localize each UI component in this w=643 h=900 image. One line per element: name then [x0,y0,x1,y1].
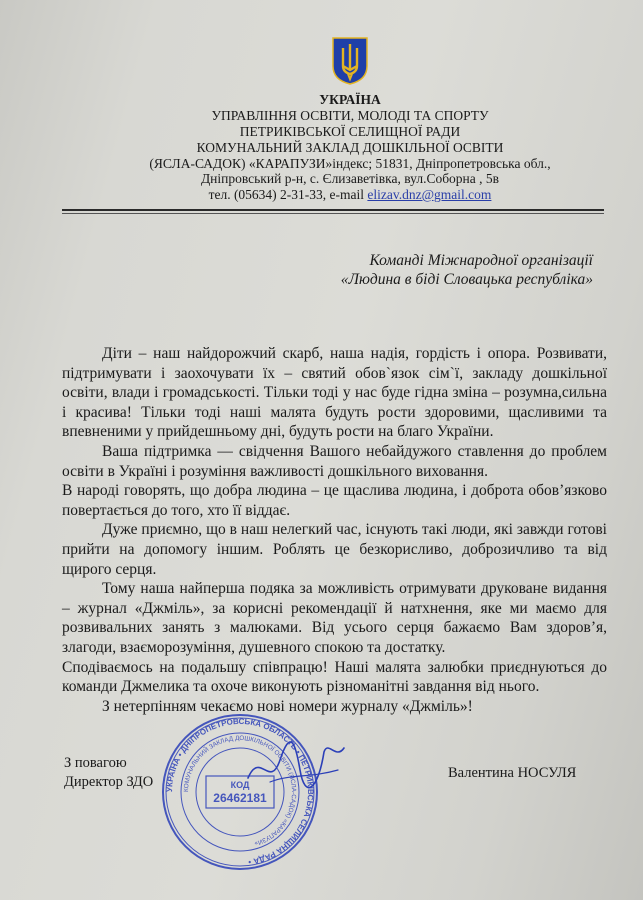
body-paragraph: Сподіваємось на подальшу співпрацю! Наші малята залюбки приєднуються до команди Джмелика та охоче виконують різноманітні завдання від нього. [62,658,607,696]
signer-title: Директор ЗДО [64,774,154,790]
letterhead-council: ПЕТРИКІВСЬКОЇ СЕЛИЩНОЇ РАДИ [239,124,461,139]
letterhead-department: УПРАВЛІННЯ ОСВІТИ, МОЛОДІ ТА СПОРТУ [211,108,489,123]
body-paragraph: Ваша підтримка — свідчення Вашого небайдужого ставлення до проблем освіти в Україні і розуміння важливості дошкільного виховання. [62,442,607,480]
body-paragraph: В народі говорять, що добра людина – це щаслива людина, і доброта обов’язково повертається до того, хто її віддає. [62,482,607,519]
letterhead-address-2: Дніпровський р-н, с. Єлизаветівка, вул.Соборна , 5в [200,171,500,186]
handwritten-signature [240,730,350,800]
body-paragraph: З нетерпінням чекаємо нові номери журналу «Джміль»! [102,697,473,715]
closing-text: З повагою [64,755,127,771]
signer-name: Валентина НОСУЛЯ [448,765,577,781]
letter-body [62,344,607,716]
email-link[interactable]: elizav.dnz@gmail.com [367,187,492,202]
letterhead-address-1: (ЯСЛА-САДОК) «КАРАПУЗИ»індекс; 51831, Дніпропетровська обл., [149,156,551,171]
header-divider-thin [62,213,604,214]
stamp-code-label: КОД [230,780,250,790]
stamp-outer-text: УКРАЇНА • ДНІПРОПЕТРОВСЬКА ОБЛАСТЬ • ПЕТРИКІВСЬКА СЕЛИЩНА РАДА • [164,716,316,867]
letterhead-contacts [140,187,560,203]
recipient-line-1: Команді Міжнародної організації [369,252,593,269]
recipient-line-2: «Людина в біді Словацька республіка» [340,271,593,288]
header-divider [62,209,604,211]
body-paragraph: Дуже приємно, що в наш нелегкий час, існують такі люди, які завжди готові прийти на допомогу іншим. Роблять це безкорисливо, доброзичливо та від щирого серця. [62,521,607,578]
letterhead-institution: КОМУНАЛЬНИЙ ЗАКЛАД ДОШКІЛЬНОЇ ОСВІТИ [196,140,504,155]
stamp-inner-text: КОМУНАЛЬНИЙ ЗАКЛАД ДОШКІЛЬНОЇ ОСВІТИ (ЯСЛА-САДОК) «КАРАПУЗИ» [182,734,298,847]
stamp-code: 26462181 [213,791,267,805]
body-paragraph: Тому наша найперша подяка за можливість отримувати друковане видання – журнал «Джміль», за корисні рекомендації й натхнення, яке ми маємо для розвивальних занять з малюками. Від усього серця бажаємо Вам здоров’я, злагоди, взаєморозуміння, душевного спокою та достатку. [62,580,607,656]
body-paragraph: Діти – наш найдорожчий скарб, наша надія, гордість і опора. Розвивати, підтримувати і заохочувати їх – святий обов`язок сім`ї, закладу дошкільної освіти, влади і громадськості. Тільки тоді у нас буде гідна зміна – розумна,сильна і красива! Тільки тоді наші малята будуть рости здоровими, щасливими та впевненими у прийдешньому дні, будуть рости на благо України. [62,345,607,441]
letterhead-phone: тел. (05634) 2-31-33, e-mail [208,187,368,202]
letterhead-country: УКРАЇНА [319,92,381,107]
coat-of-arms-icon [331,36,369,86]
